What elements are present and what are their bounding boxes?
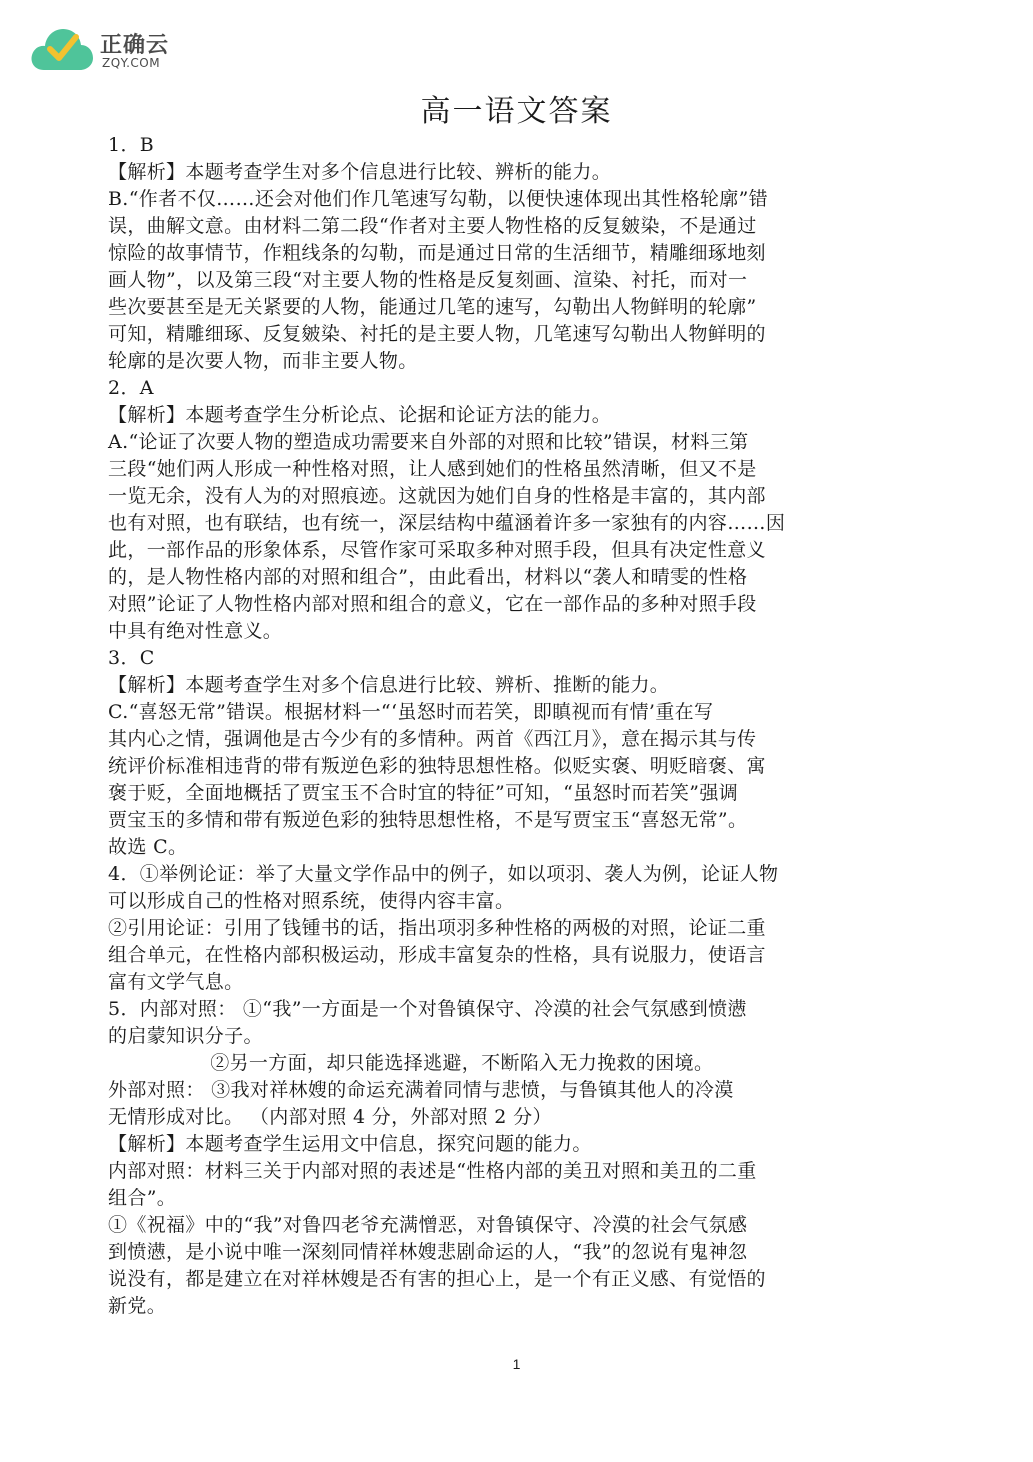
- brand-logo: [30, 24, 230, 74]
- text-line: 新党。: [108, 1295, 167, 1317]
- text-line: B.“作者不仅……还会对他们作几笔速写勾勒，以便快速体现出其性格轮廓”错: [108, 188, 769, 210]
- text-line: A.“论证了次要人物的塑造成功需要来自外部的对照和比较”错误，材料三第: [108, 431, 749, 453]
- text-line: 【解析】本题考查学生对多个信息进行比较、辨析的能力。: [108, 161, 612, 183]
- text-line: 5．内部对照： ①“我”一方面是一个对鲁镇保守、冷漠的社会气氛感到愤懑: [108, 998, 747, 1020]
- text-line: 褒于贬，全面地概括了贾宝玉不合时宜的特征”可知，“虽怒时而若笑”强调: [108, 782, 739, 804]
- page-title: 高一语文答案: [420, 94, 613, 129]
- text-line: 组合单元，在性格内部积极运动，形成丰富复杂的性格，具有说服力，使语言: [108, 944, 766, 966]
- text-line: ②引用论证：引用了钱锺书的话，指出项羽多种性格的两极的对照，论证二重: [108, 917, 766, 939]
- text-line: 可知，精雕细琢、反复皴染、衬托的是主要人物，几笔速写勾勒出人物鲜明的: [108, 323, 766, 345]
- text-line: 三段“她们两人形成一种性格对照，让人感到她们的性格虽然清晰，但又不是: [108, 458, 757, 480]
- text-line: 【解析】本题考查学生对多个信息进行比较、辨析、推断的能力。: [108, 674, 670, 696]
- text-line: 误，曲解文意。由材料二第二段“作者对主要人物性格的反复皴染，不是通过: [108, 215, 757, 237]
- text-line: 无情形成对比。 （内部对照 4 分，外部对照 2 分）: [108, 1106, 552, 1128]
- answer-content: [108, 132, 920, 1320]
- text-line: 可以形成自己的性格对照系统，使得内容丰富。: [108, 890, 515, 912]
- text-line: 3．C: [108, 647, 155, 669]
- text-line: 些次要甚至是无关紧要的人物，能通过几笔的速写，勾勒出人物鲜明的轮廓”: [108, 296, 757, 318]
- text-line: 对照”论证了人物性格内部对照和组合的意义，它在一部作品的多种对照手段: [108, 593, 757, 615]
- text-line: 其内心之情，强调他是古今少有的多情种。两首《西江月》，意在揭示其与传: [108, 728, 757, 750]
- text-line: 2．A: [108, 377, 154, 399]
- text-line: 也有对照，也有联结，也有统一，深层结构中蕴涵着许多一家独有的内容……因: [108, 512, 786, 534]
- text-line: 内部对照：材料三关于内部对照的表述是“性格内部的美丑对照和美丑的二重: [108, 1160, 757, 1182]
- text-line: 外部对照： ③我对祥林嫂的命运充满着同情与悲愤，与鲁镇其他人的冷漠: [108, 1079, 734, 1101]
- logo-text: 正确云: [100, 33, 170, 58]
- text-line: 贾宝玉的多情和带有叛逆色彩的独特思想性格，不是写贾宝玉“喜怒无常”。: [108, 809, 748, 831]
- text-line: 故选 C。: [108, 836, 188, 858]
- text-line: 组合”。: [108, 1187, 177, 1209]
- text-line: C.“喜怒无常”错误。根据材料一“‘虽怒时而若笑，即瞋视而有情’重在写: [108, 701, 714, 723]
- text-line: 轮廓的是次要人物，而非主要人物。: [108, 350, 418, 372]
- logo-domain: ZQY.COM: [102, 56, 161, 70]
- cloud-check-icon: [30, 24, 94, 74]
- text-line: 富有文学气息。: [108, 971, 244, 993]
- text-line: 4．①举例论证：举了大量文学作品中的例子，如以项羽、袭人为例，论证人物: [108, 863, 779, 885]
- text-line: 1．B: [108, 134, 155, 156]
- text-line: 【解析】本题考查学生分析论点、论据和论证方法的能力。: [108, 404, 612, 426]
- text-line: ②另一方面，却只能选择逃避，不断陷入无力挽救的困境。: [108, 1052, 714, 1074]
- text-line: 中具有绝对性意义。: [108, 620, 283, 642]
- text-line: 此，一部作品的形象体系，尽管作家可采取多种对照手段，但具有决定性意义: [108, 539, 766, 561]
- text-line: 惊险的故事情节，作粗线条的勾勒，而是通过日常的生活细节，精雕细琢地刻: [108, 242, 766, 264]
- text-line: ①《祝福》中的“我”对鲁四老爷充满憎恶，对鲁镇保守、冷漠的社会气氛感: [108, 1214, 748, 1236]
- page-number: 1: [512, 1356, 521, 1372]
- text-line: 的，是人物性格内部的对照和组合”，由此看出，材料以“袭人和晴雯的性格: [108, 566, 748, 588]
- text-line: 一览无余，没有人为的对照痕迹。这就因为她们自身的性格是丰富的，其内部: [108, 485, 766, 507]
- text-line: 说没有，都是建立在对祥林嫂是否有害的担心上，是一个有正义感、有觉悟的: [108, 1268, 766, 1290]
- text-line: 到愤懑，是小说中唯一深刻同情祥林嫂悲剧命运的人，“我”的忽说有鬼神忽: [108, 1241, 748, 1263]
- text-line: 【解析】本题考查学生运用文中信息，探究问题的能力。: [108, 1133, 592, 1155]
- text-line: 画人物”，以及第三段“对主要人物的性格是反复刻画、渲染、衬托，而对一: [108, 269, 748, 291]
- text-line: 的启蒙知识分子。: [108, 1025, 263, 1047]
- text-line: 统评价标准相违背的带有叛逆色彩的独特思想性格。似贬实褒、明贬暗褒、寓: [108, 755, 766, 777]
